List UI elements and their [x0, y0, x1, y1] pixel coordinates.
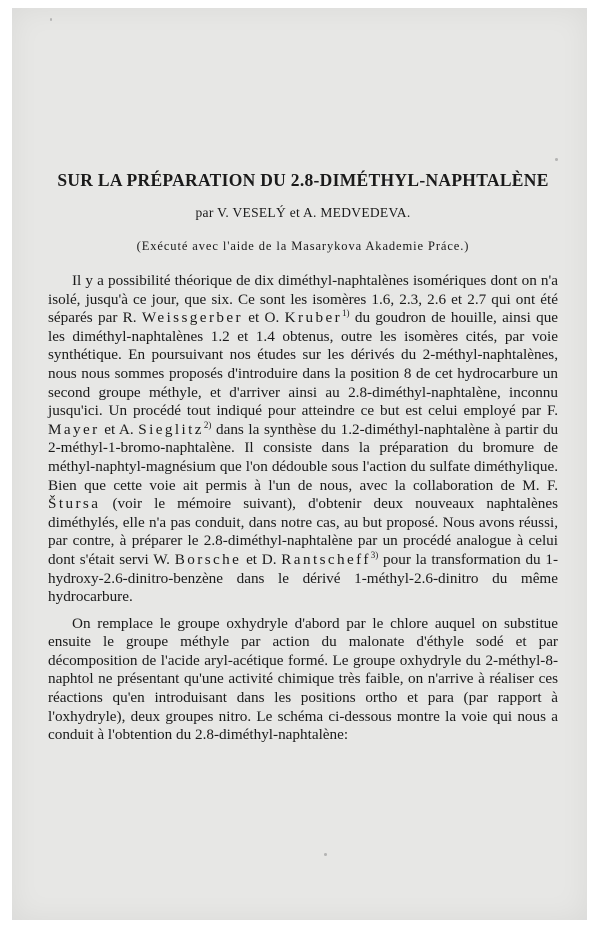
text-run: et A. [104, 420, 134, 438]
text-run: et D. [246, 550, 277, 568]
text-run: Il y a possibilité théorique de dix diméthyl-naphtalènes isomériques dont on n'a isolé, jusqu'à ce jour, que six. Ce sont les isomères 1.6, 2.3, 2.6 et 2.7 qui ont été séparés par R. [48, 272, 558, 327]
footnote-ref: 3) [370, 549, 379, 560]
author-name: Mayer [48, 420, 100, 438]
text-run: dans la synthèse du 1.2-diméthyl-naphtalène à partir du 2-méthyl-1-bromo-naphtalène. Il consiste dans la préparation du bromure de méthyl-naphtyl-magnésium que l'on dédouble sous l'action du sulfate diméthylique. Bien que cette voie ait permis à l'un de nous, avec la collaboration de M. F. [48, 420, 559, 494]
author-name: Štursa [48, 495, 101, 513]
text-run: du goudron de houille, ainsi que les diméthyl-naphtalènes 1.2 et 1.4 obtenus, outre les isomères cités, par voie synthétique. En poursuivant nos études sur les dérivés du 2-méthyl-naphtalènes, nous nous sommes proposés d'introduire dans la position 8 de cet hydrocarbure un second groupe méthyle, et d'arriver ainsi au 2.8-diméthyl-naphtalène, inconnu jusqu'ici. Un procédé tout indiqué pour atteindre ce but est celui employé par F. [48, 309, 559, 420]
scan-speck [555, 158, 558, 161]
footnote-ref: 2) [203, 419, 212, 430]
author-name: Borsche [174, 550, 242, 568]
text-run: (voir le mémoire suivant), d'obtenir deux nouveaux naphtalènes diméthylés, elle n'a pas conduit, dans notre cas, au but proposé. Nous avons réussi, par contre, à préparer le 2.8-diméthyl-naphtalène par un procédé analogue à celui dont s'était servi W. [48, 495, 559, 568]
article-body [48, 272, 558, 745]
paragraph-2: On remplace le groupe oxhydryle d'abord par le chlore auquel on substitue ensuite le groupe méthyle par action du malonate d'éthyle sodé et par décomposition de l'acide aryl-acétique formé. Le groupe oxhydryle du 2-méthyl-8-naphtol ne présentant qu'une activité chimique très faible, on n'arrive à réaliser ces réactions qu'en introduisant dans les positions ortho et para (par rapport à l'oxhydryle), deux groupes nitro. Le schéma ci-dessous montre la voie qui nous a conduit à l'obtention du 2.8-diméthyl-naphtalène: [48, 614, 558, 744]
author-name: Kruber [284, 309, 343, 327]
article-authors: par V. VESELÝ et A. MEDVEDEVA. [195, 205, 411, 220]
paragraph-1 [48, 272, 558, 607]
author-name: Weissgerber [141, 309, 243, 327]
footnote-ref: 1) [342, 308, 350, 319]
text-run: et O. [248, 309, 280, 327]
author-name: Sieglitz [138, 420, 204, 438]
author-name: Rantscheff [281, 550, 371, 568]
funding-note: (Exécuté avec l'aide de la Masarykova Akademie Práce.) [136, 239, 470, 253]
text-run: pour la transformation du 1-hydroxy-2.6-dinitro-benzène dans le dérivé 1-méthyl-2.6-dinitro du même hydrocarbure. [48, 550, 559, 606]
scan-speck [50, 18, 52, 21]
article-title: SUR LA PRÉPARATION DU 2.8-DIMÉTHYL-NAPHTALÈNE [57, 170, 549, 190]
article [48, 170, 558, 753]
scan-speck [324, 853, 327, 856]
